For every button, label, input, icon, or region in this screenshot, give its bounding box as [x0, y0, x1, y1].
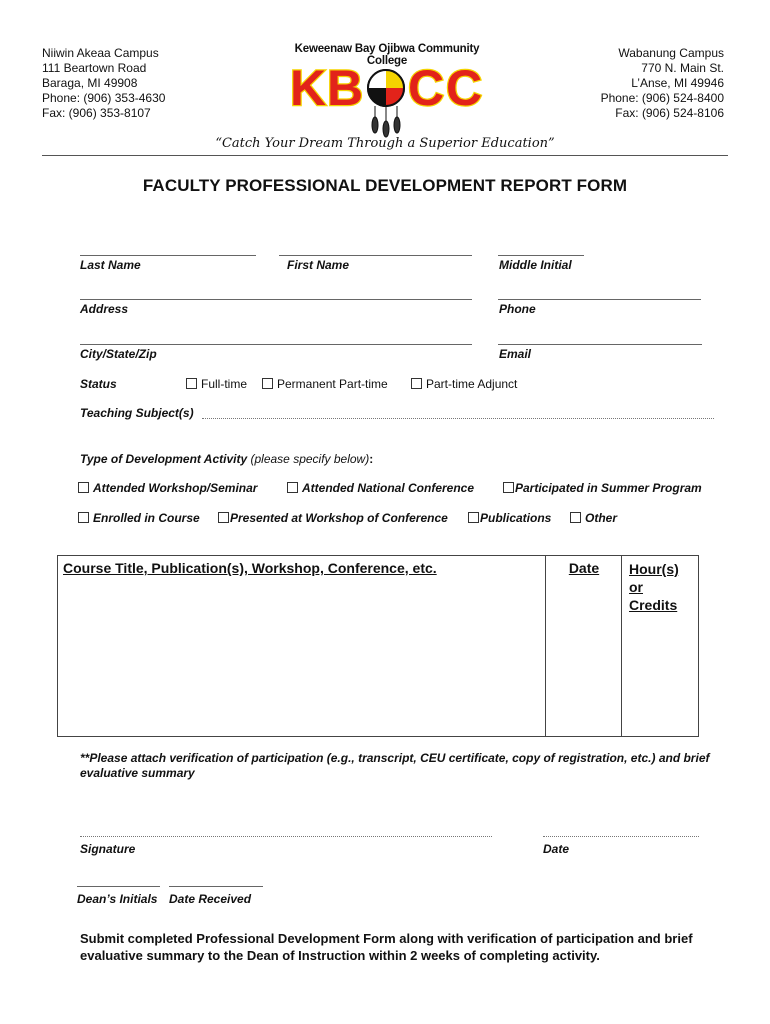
college-name: Keweenaw Bay Ojibwa Community College: [294, 43, 480, 67]
header-divider: [42, 155, 728, 156]
left-campus-phone: Phone: (906) 353-4630: [42, 91, 166, 105]
course-entry-area[interactable]: [59, 586, 544, 734]
left-campus-fax: Fax: (906) 353-8107: [42, 106, 151, 120]
right-campus-phone: Phone: (906) 524-8400: [600, 91, 724, 105]
address-label: Address: [80, 302, 129, 316]
status-part-time-adjunct[interactable]: Part-time Adjunct: [411, 377, 517, 391]
signature-date-label: Date: [543, 842, 570, 856]
checkbox-icon[interactable]: [468, 512, 479, 523]
checkbox-icon[interactable]: [78, 512, 89, 523]
table-divider: [621, 556, 622, 736]
first-name-label: First Name: [287, 258, 350, 272]
right-campus-city: L’Anse, MI 49946: [631, 76, 724, 90]
checkbox-icon[interactable]: [262, 378, 273, 389]
middle-initial-line[interactable]: [498, 255, 584, 256]
checkbox-icon[interactable]: [186, 378, 197, 389]
logo-letter-b: B: [326, 60, 364, 116]
col-date-header: Date: [568, 560, 600, 576]
kbocc-logo: [282, 58, 492, 138]
status-permanent-part-time[interactable]: Permanent Part-time: [262, 377, 388, 391]
form-title: FACULTY PROFESSIONAL DEVELOPMENT REPORT FORM: [142, 176, 628, 195]
left-campus-street: 111 Beartown Road: [42, 61, 147, 75]
col-course-header: Course Title, Publication(s), Workshop, Conference, etc.: [63, 560, 437, 576]
activity-summer-program[interactable]: Participated in Summer Program: [503, 481, 702, 495]
activity-attended-workshop[interactable]: Attended Workshop/Seminar: [78, 481, 257, 495]
left-campus-address: [42, 46, 165, 121]
medicine-wheel-icon: [368, 70, 404, 106]
feathers-icon: [372, 106, 400, 137]
middle-initial-label: Middle Initial: [499, 258, 572, 272]
signature-label: Signature: [80, 842, 136, 856]
col-hours-header: Hour(s) or Credits: [629, 561, 679, 613]
logo-letter-k: K: [289, 60, 327, 116]
activity-table: [57, 555, 699, 737]
teaching-subjects-line[interactable]: [202, 418, 714, 419]
date-received-line[interactable]: [169, 886, 263, 887]
date-received-label: Date Received: [169, 892, 252, 906]
status-full-time[interactable]: Full-time: [186, 377, 247, 391]
right-campus-address: [601, 46, 724, 121]
first-name-line[interactable]: [279, 255, 472, 256]
last-name-label: Last Name: [80, 258, 141, 272]
right-campus-name: Wabanung Campus: [618, 46, 724, 60]
checkbox-icon[interactable]: [411, 378, 422, 389]
table-divider: [545, 556, 546, 736]
checkbox-icon[interactable]: [78, 482, 89, 493]
checkbox-icon[interactable]: [287, 482, 298, 493]
date-entry-area[interactable]: [547, 586, 620, 734]
dean-initials-label: Dean’s Initials: [77, 892, 158, 906]
left-campus-name: Niiwin Akeaa Campus: [42, 46, 159, 60]
last-name-line[interactable]: [80, 255, 256, 256]
activity-enrolled-course[interactable]: Enrolled in Course: [78, 511, 200, 525]
checkbox-icon[interactable]: [218, 512, 229, 523]
verification-note: **Please attach verification of participation (e.g., transcript, CEU certificate, copy of registration, etc.) and brief evaluative summary: [80, 751, 710, 780]
hours-entry-area[interactable]: [623, 622, 696, 734]
logo-letter-c2: C: [445, 60, 483, 116]
submit-instructions: Submit completed Professional Development Form along with verification of participation and brief evaluative summary to the Dean of Instruction within 2 weeks of completing activity.: [80, 931, 693, 963]
activity-presented-workshop[interactable]: Presented at Workshop of Conference: [218, 511, 448, 525]
address-line[interactable]: [80, 299, 472, 300]
left-campus-city: Baraga, MI 49908: [42, 76, 138, 90]
activity-attended-conference[interactable]: Attended National Conference: [287, 481, 474, 495]
dean-initials-line[interactable]: [77, 886, 160, 887]
right-campus-street: 770 N. Main St.: [641, 61, 724, 75]
checkbox-icon[interactable]: [503, 482, 514, 493]
activity-other[interactable]: Other: [570, 511, 617, 525]
checkbox-icon[interactable]: [570, 512, 581, 523]
city-state-zip-line[interactable]: [80, 344, 472, 345]
right-campus-fax: Fax: (906) 524-8106: [615, 106, 724, 120]
email-label: Email: [499, 347, 532, 361]
signature-date-line[interactable]: [543, 836, 699, 837]
email-line[interactable]: [498, 344, 702, 345]
status-label: Status: [80, 377, 117, 391]
phone-line[interactable]: [498, 299, 701, 300]
phone-label: Phone: [499, 302, 536, 316]
city-state-zip-label: City/State/Zip: [80, 347, 157, 361]
logo-letter-c1: C: [407, 60, 445, 116]
activity-publications[interactable]: Publications: [468, 511, 551, 525]
teaching-subjects-label: Teaching Subject(s): [80, 406, 194, 420]
tagline: “Catch Your Dream Through a Superior Education”: [215, 136, 555, 151]
signature-line[interactable]: [80, 836, 492, 837]
activity-heading: Type of Development Activity (please specify below):: [80, 452, 374, 466]
